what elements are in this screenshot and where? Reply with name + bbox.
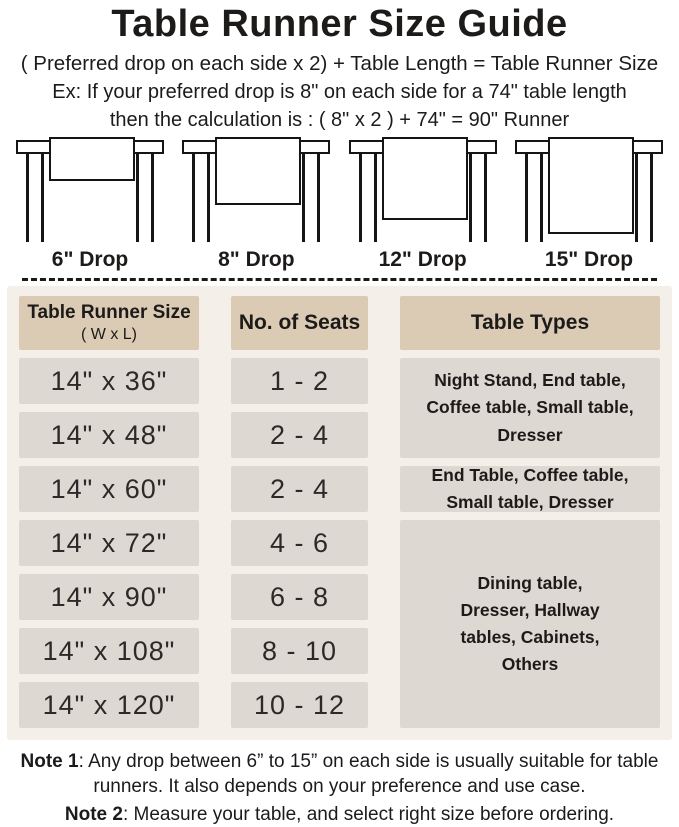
table-types-cell-small: Night Stand, End table, Coffee table, Small table, Dresser (400, 358, 660, 458)
guide-header (0, 0, 679, 132)
note-2-label: Note 2 (64, 803, 123, 825)
table-illustration-12in (345, 137, 501, 242)
column-header-seats: No. of Seats (231, 296, 368, 350)
runner-size-cell: 14" x 90" (19, 574, 199, 620)
runner-drape (49, 137, 135, 181)
seats-cell: 8 - 10 (231, 628, 368, 674)
table-illustration-6in (12, 137, 168, 242)
table-leg-left (359, 152, 377, 242)
seats-cell: 4 - 6 (231, 520, 368, 566)
seats-cell: 2 - 4 (231, 412, 368, 458)
runner-drape (215, 137, 301, 205)
note-1-text: : Any drop between 6” to 15” on each side is usually suitable for table runners. It also depends on your preference and use case. (78, 751, 659, 798)
column-header-runner-size (19, 296, 199, 350)
table-leg-left (26, 152, 44, 242)
runner-size-cell: 14" x 60" (19, 466, 199, 512)
table-leg-right (302, 152, 320, 242)
table-leg-right (635, 152, 653, 242)
drop-label-15: 15" Drop (544, 248, 634, 272)
note-2 (8, 802, 671, 827)
table-types-cell-large: Dining table, Dresser, Hallway tables, Cabinets, Others (400, 520, 660, 728)
table-leg-right (136, 152, 154, 242)
table-leg-right (469, 152, 487, 242)
note-2-text: : Measure your table, and select right size before ordering. (122, 803, 615, 825)
column-header-runner-size-title: Table Runner Size (27, 302, 191, 324)
runner-drape (382, 137, 468, 220)
page-title: Table Runner Size Guide (111, 3, 568, 45)
column-header-table-types: Table Types (400, 296, 660, 350)
example-line-1: Ex: If your preferred drop is 8" on each side for a 74" table length (52, 81, 627, 104)
drop-illustrations (0, 137, 679, 242)
example-line-2: then the calculation is : ( 8" x 2 ) + 74" = 90" Runner (109, 109, 570, 132)
table-illustration-15in (511, 137, 667, 242)
drop-label-12: 12" Drop (378, 248, 467, 272)
runner-size-cell: 14" x 72" (19, 520, 199, 566)
drop-label-8: 8" Drop (218, 248, 295, 272)
seats-cell: 6 - 8 (231, 574, 368, 620)
runner-size-cell: 14" x 120" (19, 682, 199, 728)
runner-size-cell: 14" x 108" (19, 628, 199, 674)
drop-label-6: 6" Drop (51, 248, 129, 272)
table-illustration-8in (178, 137, 334, 242)
drop-labels (0, 248, 679, 272)
seats-cell: 10 - 12 (231, 682, 368, 728)
note-1-label: Note 1 (20, 751, 79, 773)
notes (0, 749, 679, 827)
table-types-cell-medium: End Table, Coffee table, Small table, Dresser (400, 466, 660, 512)
size-table (7, 286, 672, 740)
note-1 (8, 749, 671, 800)
runner-drape (548, 137, 634, 234)
seats-cell: 2 - 4 (231, 466, 368, 512)
table-leg-left (192, 152, 210, 242)
seats-cell: 1 - 2 (231, 358, 368, 404)
dashed-divider (22, 278, 657, 281)
runner-size-cell: 14" x 48" (19, 412, 199, 458)
formula-text: ( Preferred drop on each side x 2) + Table Length = Table Runner Size (20, 52, 659, 76)
table-leg-left (525, 152, 543, 242)
column-header-runner-size-subtitle: ( W x L) (81, 325, 137, 343)
runner-size-cell: 14" x 36" (19, 358, 199, 404)
